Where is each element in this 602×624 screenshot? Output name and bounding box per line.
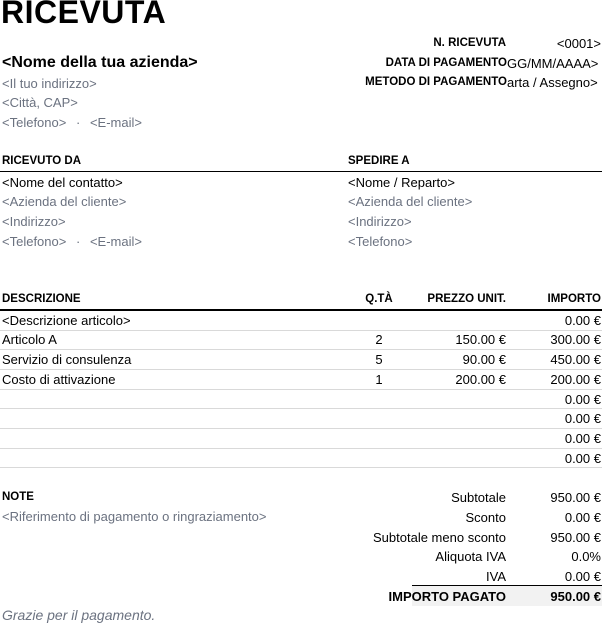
payment-date-label: DATA DI PAGAMENTO [385, 57, 507, 69]
company-phone: <Telefono> [2, 115, 67, 130]
received-from-company: <Azienda del cliente> [2, 194, 127, 209]
separator-dot: · [75, 115, 81, 130]
ship-to-heading: SPEDIRE A [348, 155, 410, 167]
item-amount: 0.00 € [564, 411, 601, 426]
receipt-number-value: <0001> [556, 36, 601, 51]
received-from-phone: <Telefono> [2, 234, 67, 249]
amount-paid-label: IMPORTO PAGATO [388, 589, 506, 604]
subtotal-label: Subtotale [451, 490, 506, 505]
item-unit-price: 150.00 € [455, 332, 506, 347]
item-amount: 450.00 € [550, 352, 601, 367]
notes-heading: NOTE [2, 491, 34, 503]
discount-value: 0.00 € [564, 510, 601, 525]
row-divider [0, 389, 602, 390]
ship-to-company: <Azienda del cliente> [348, 194, 473, 209]
payment-method-label: METODO DI PAGAMENTO [365, 76, 507, 88]
subtotal-value: 950.00 € [550, 490, 601, 505]
item-description: Costo di attivazione [2, 372, 116, 387]
amount-paid-value: 950.00 € [550, 589, 601, 604]
item-unit-price: 200.00 € [455, 372, 506, 387]
row-divider [0, 428, 602, 429]
payment-date-value: GG/MM/AAAA> [507, 56, 599, 71]
row-divider [0, 467, 602, 468]
subtotal-less-discount-value: 950.00 € [550, 530, 601, 545]
item-amount: 0.00 € [564, 431, 601, 446]
thank-you-note: Grazie per il pagamento. [2, 607, 156, 623]
table-header-rule [0, 309, 602, 311]
company-name: <Nome della tua azienda> [2, 54, 198, 71]
payment-method-value: arta / Assegno> [507, 75, 598, 90]
col-header-description: DESCRIZIONE [2, 293, 81, 305]
received-from-contact: <Nome del contatto> [2, 175, 123, 190]
received-from-address: <Indirizzo> [2, 214, 66, 229]
item-description: Servizio di consulenza [2, 352, 132, 367]
item-description: <Descrizione articolo> [2, 313, 131, 328]
vat-value: 0.00 € [564, 569, 601, 584]
col-header-amount: IMPORTO [547, 293, 601, 305]
item-qty: 5 [375, 352, 383, 367]
ship-to-phone: <Telefono> [348, 234, 413, 249]
vat-label: IVA [486, 569, 506, 584]
item-qty: 2 [375, 332, 383, 347]
ship-to-address: <Indirizzo> [348, 214, 412, 229]
vat-rate-label: Aliquota IVA [435, 549, 506, 564]
item-unit-price: 90.00 € [462, 352, 506, 367]
company-address: <Il tuo indirizzo> [2, 76, 97, 91]
received-from-heading: RICEVUTO DA [2, 155, 82, 167]
row-divider [0, 349, 602, 350]
row-divider [0, 408, 602, 409]
subtotal-less-discount-label: Subtotale meno sconto [373, 530, 506, 545]
item-amount: 300.00 € [550, 332, 601, 347]
section-divider [0, 171, 602, 172]
receipt-title: RICEVUTA [1, 0, 167, 30]
discount-label: Sconto [465, 510, 506, 525]
item-amount: 200.00 € [550, 372, 601, 387]
receipt-number-label: N. RICEVUTA [433, 37, 506, 49]
company-city-zip: <Città, CAP> [2, 95, 78, 110]
received-from-email: <E-mail> [89, 234, 142, 249]
vat-rate-value: 0.0% [571, 549, 601, 564]
notes-text: <Riferimento di pagamento o ringraziamento> [2, 509, 267, 524]
company-contact-line [2, 115, 142, 130]
separator-dot: · [75, 234, 81, 249]
item-description: Articolo A [2, 332, 57, 347]
item-amount: 0.00 € [564, 392, 601, 407]
row-divider [0, 448, 602, 449]
col-header-qty: Q.TÀ [365, 293, 393, 305]
item-amount: 0.00 € [564, 451, 601, 466]
item-qty: 1 [375, 372, 383, 387]
item-amount: 0.00 € [564, 313, 601, 328]
col-header-unit-price: PREZZO UNIT. [427, 293, 506, 305]
ship-to-name: <Nome / Reparto> [348, 175, 455, 190]
received-from-contact-line [2, 234, 142, 249]
row-divider [0, 330, 602, 331]
row-divider [0, 369, 602, 370]
company-email: <E-mail> [89, 115, 142, 130]
